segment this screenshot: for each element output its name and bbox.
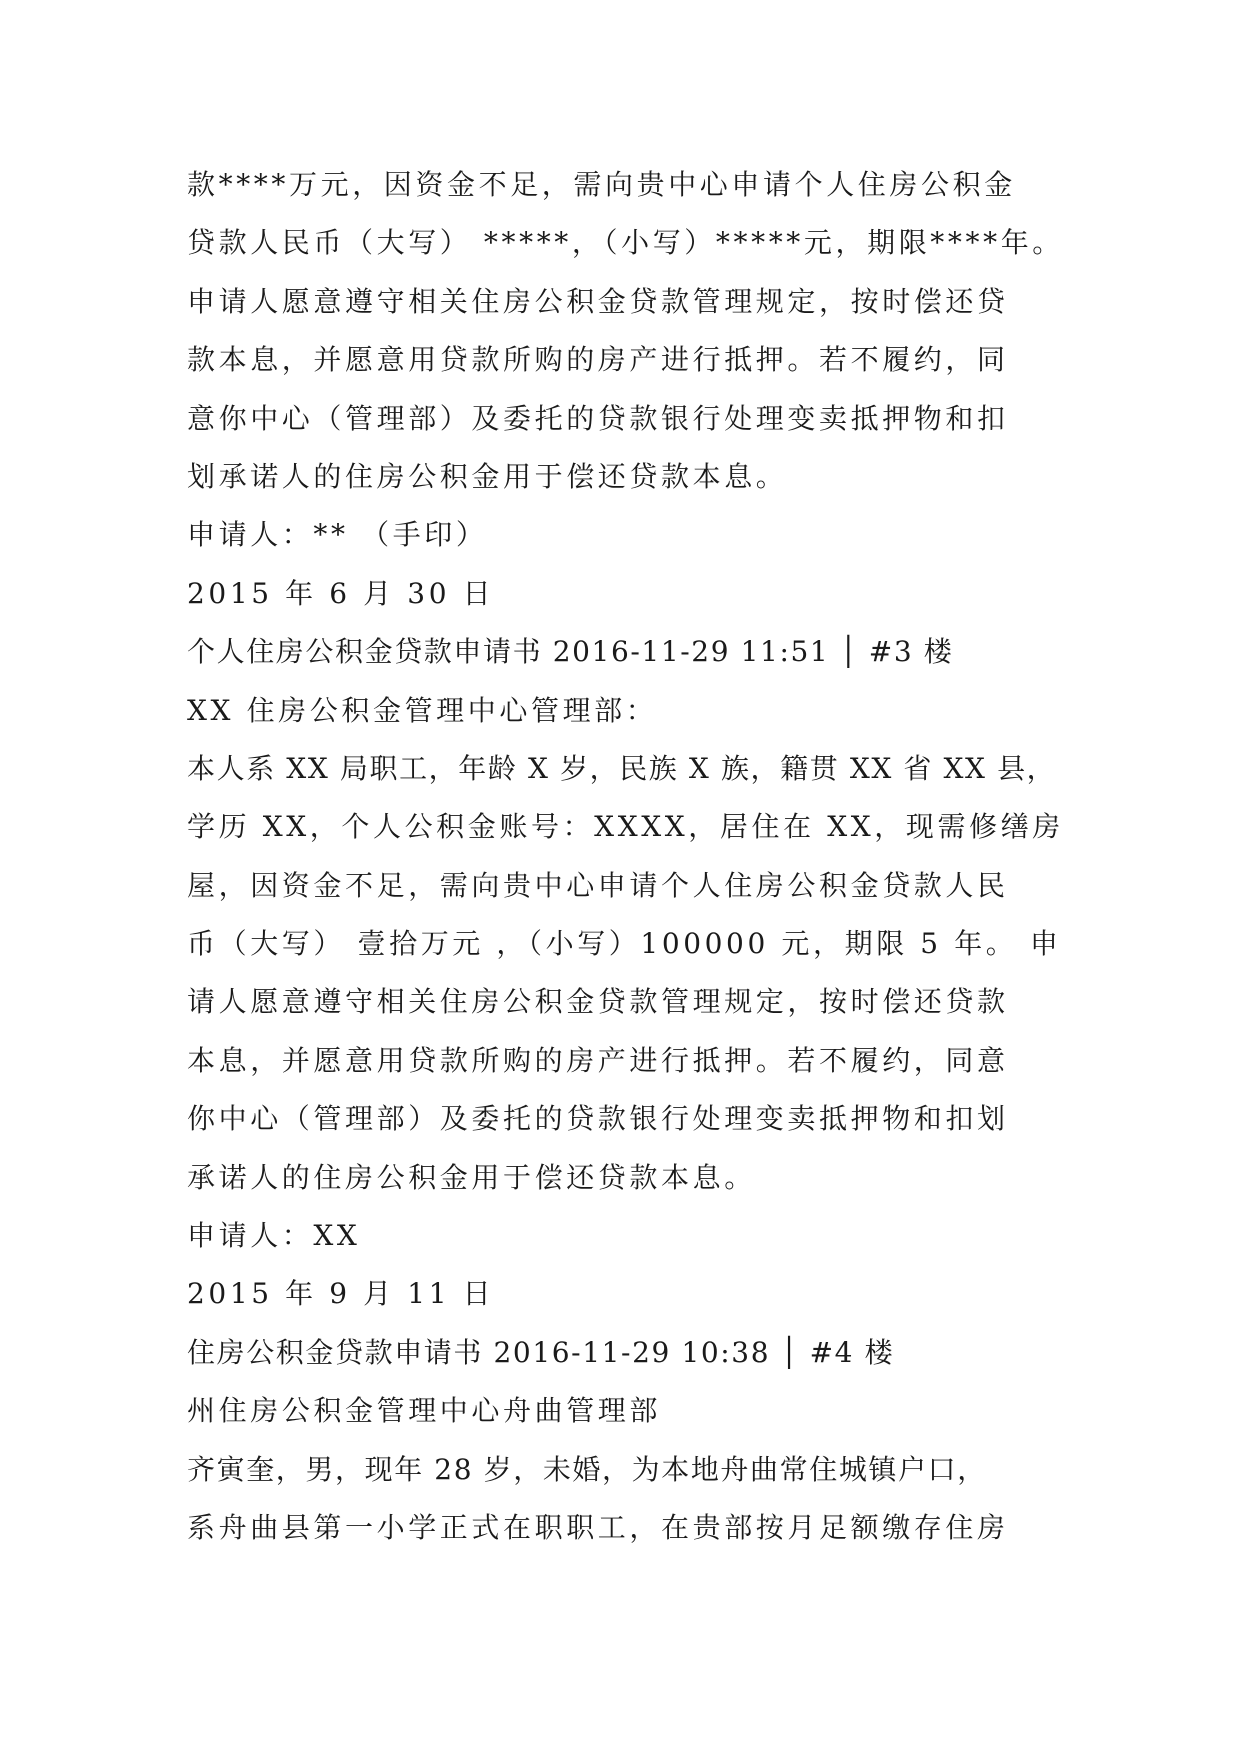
text-line: 意你中心（管理部）及委托的贷款银行处理变卖抵押物和扣: [187, 401, 1009, 435]
text-line: 齐寅奎，男，现年 28 岁，未婚，为本地舟曲常住城镇户口，: [187, 1452, 987, 1486]
date-line: 2015 年 6 月 30 日: [187, 576, 495, 610]
text-line: 屋，因资金不足，需向贵中心申请个人住房公积金贷款人民: [187, 868, 1009, 902]
text-line: 贷款人民币（大写） *****，（小写）*****元，期限****年。: [187, 226, 1064, 260]
text-line: 你中心（管理部）及委托的贷款银行处理变卖抵押物和扣划: [187, 1102, 1009, 1136]
signature-line: 申请人：XX: [187, 1219, 361, 1253]
addressee-line: XX 住房公积金管理中心管理部：: [187, 693, 658, 727]
text-line: 款本息，并愿意用贷款所购的房产进行抵押。若不履约，同: [187, 343, 1009, 377]
document-body: [187, 156, 1067, 1557]
addressee-line: 州住房公积金管理中心舟曲管理部: [187, 1394, 662, 1428]
post-header: 个人住房公积金贷款申请书 2016-11-29 11:51 │ #3 楼: [187, 635, 954, 669]
text-line: 本人系 XX 局职工，年龄 X 岁，民族 X 族，籍贯 XX 省 XX 县，: [187, 751, 1057, 785]
text-line: 币（大写） 壹拾万元 ，（小写）100000 元，期限 5 年。 申: [187, 927, 1062, 961]
post-header: 住房公积金贷款申请书 2016-11-29 10:38 │ #4 楼: [187, 1335, 895, 1369]
text-line: 申请人愿意遵守相关住房公积金贷款管理规定，按时偿还贷: [187, 284, 1009, 318]
text-line: 划承诺人的住房公积金用于偿还贷款本息。: [187, 459, 788, 493]
text-line: 学历 XX，个人公积金账号：XXXX，居住在 XX，现需修缮房: [187, 810, 1064, 844]
text-line: 款****万元，因资金不足，需向贵中心申请个人住房公积金: [187, 168, 1016, 201]
text-line: 本息，并愿意用贷款所购的房产进行抵押。若不履约，同意: [187, 1043, 1009, 1077]
signature-line: 申请人：** （手印）: [187, 518, 488, 552]
text-line: 系舟曲县第一小学正式在职职工，在贵部按月足额缴存住房: [187, 1510, 1009, 1544]
text-line: 承诺人的住房公积金用于偿还贷款本息。: [187, 1160, 756, 1194]
date-line: 2015 年 9 月 11 日: [187, 1277, 495, 1311]
text-line: 请人愿意遵守相关住房公积金贷款管理规定，按时偿还贷款: [187, 985, 1009, 1019]
